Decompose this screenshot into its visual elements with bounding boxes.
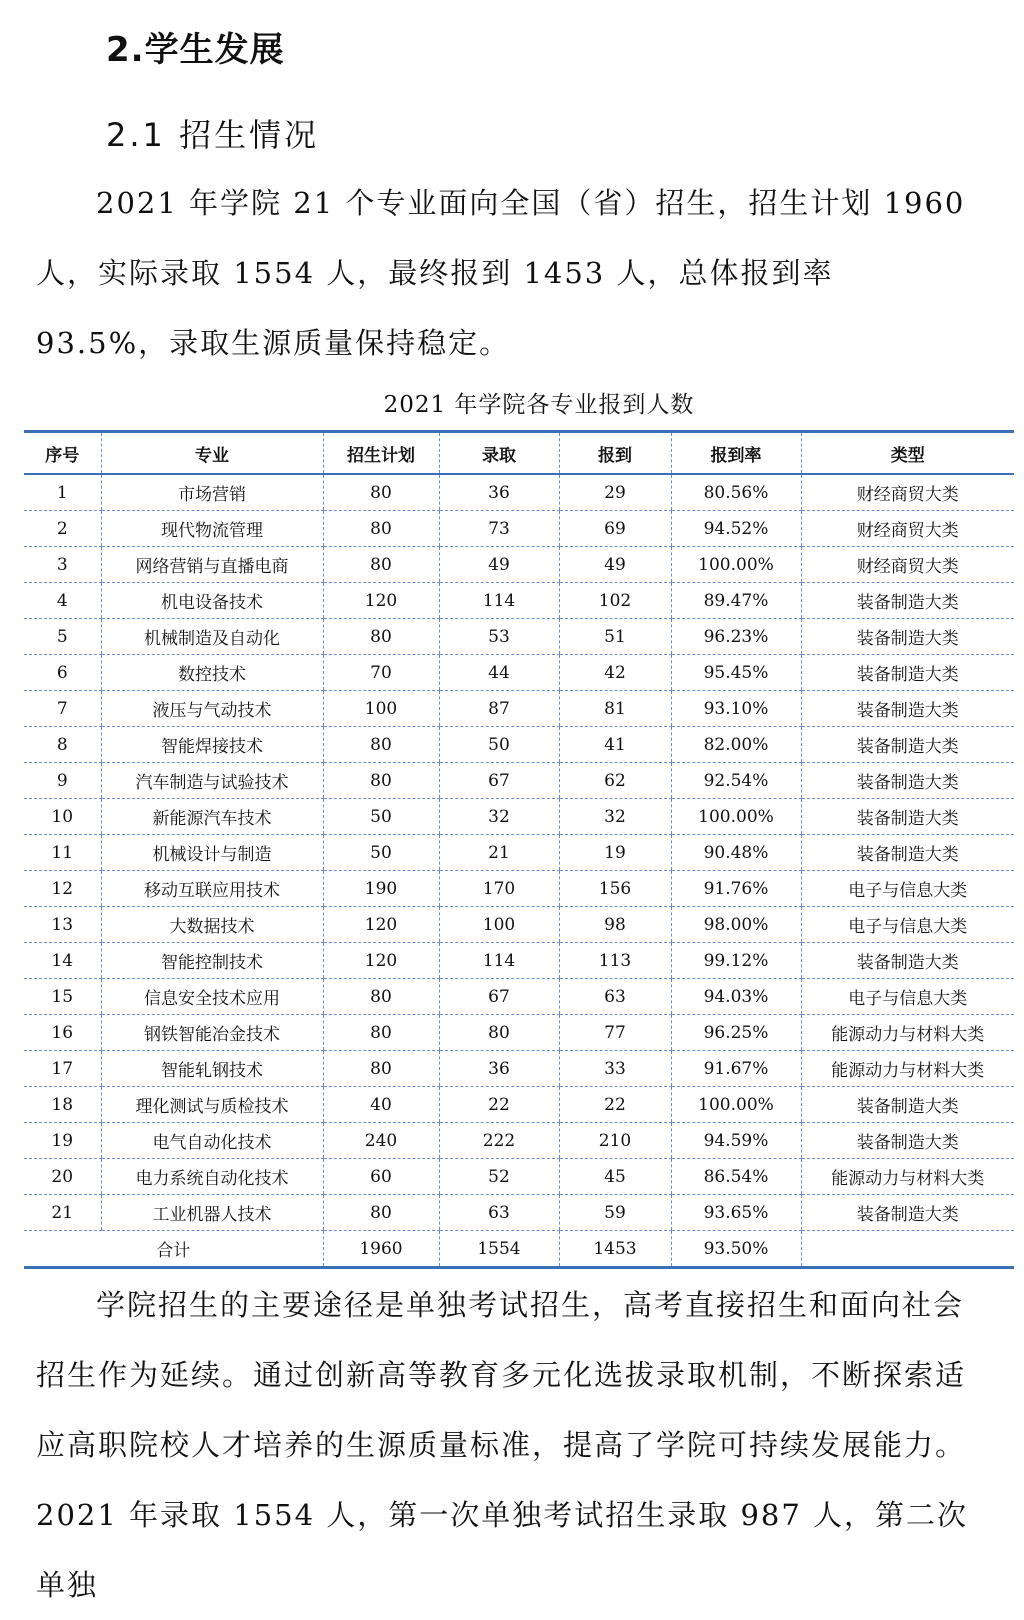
header-index: 序号 — [24, 432, 101, 475]
cell-rate: 100.00% — [671, 799, 801, 835]
cell-index: 12 — [24, 871, 101, 907]
cell-plan: 80 — [323, 763, 439, 799]
intro-paragraph: 2021 年学院 21 个专业面向全国（省）招生，招生计划 1960 人，实际录取 1554 人，最终报到 1453 人，总体报到率 93.5%，录取生源质量保持稳定。 — [36, 186, 966, 360]
cell-admitted: 114 — [439, 943, 559, 979]
cell-reported: 49 — [559, 547, 671, 583]
cell-reported: 62 — [559, 763, 671, 799]
cell-rate: 86.54% — [671, 1159, 801, 1195]
cell-reported: 113 — [559, 943, 671, 979]
cell-major: 机械制造及自动化 — [101, 619, 323, 655]
cell-type: 财经商贸大类 — [801, 474, 1014, 511]
admission-paragraph: 学院招生的主要途径是单独考试招生，高考直接招生和面向社会招生作为延续。通过创新高等教育多元化选拔录取机制，不断探索适应高职院校人才培养的生源质量标准，提高了学院可持续发展能力。2021 年录取 1554 人，第一次单独考试招生录取 987 人，第二次单独 — [36, 1288, 969, 1602]
header-rate: 报到率 — [671, 432, 801, 475]
cell-plan: 80 — [323, 1015, 439, 1051]
cell-index: 2 — [24, 511, 101, 547]
cell-reported: 51 — [559, 619, 671, 655]
cell-type: 装备制造大类 — [801, 763, 1014, 799]
cell-major: 数控技术 — [101, 655, 323, 691]
cell-index: 4 — [24, 583, 101, 619]
table-row — [24, 907, 1014, 943]
cell-rate: 100.00% — [671, 1087, 801, 1123]
cell-index: 16 — [24, 1015, 101, 1051]
cell-admitted: 67 — [439, 763, 559, 799]
cell-plan: 120 — [323, 583, 439, 619]
enrollment-table — [24, 430, 1014, 1269]
header-plan: 招生计划 — [323, 432, 439, 475]
cell-plan: 120 — [323, 907, 439, 943]
cell-type: 电子与信息大类 — [801, 907, 1014, 943]
cell-reported: 69 — [559, 511, 671, 547]
cell-admitted: 36 — [439, 474, 559, 511]
cell-rate: 92.54% — [671, 763, 801, 799]
table-row — [24, 583, 1014, 619]
cell-rate: 93.10% — [671, 691, 801, 727]
cell-type: 装备制造大类 — [801, 799, 1014, 835]
total-admitted: 1554 — [439, 1231, 559, 1268]
table-row — [24, 655, 1014, 691]
table-caption: 2021 年学院各专业报到人数 — [383, 392, 695, 418]
table-row — [24, 619, 1014, 655]
table-row — [24, 835, 1014, 871]
table-row — [24, 1015, 1014, 1051]
cell-rate: 91.67% — [671, 1051, 801, 1087]
cell-major: 智能控制技术 — [101, 943, 323, 979]
cell-index: 15 — [24, 979, 101, 1015]
cell-plan: 190 — [323, 871, 439, 907]
cell-plan: 240 — [323, 1123, 439, 1159]
table-row — [24, 547, 1014, 583]
cell-major: 汽车制造与试验技术 — [101, 763, 323, 799]
cell-plan: 40 — [323, 1087, 439, 1123]
cell-major: 机电设备技术 — [101, 583, 323, 619]
cell-admitted: 36 — [439, 1051, 559, 1087]
cell-index: 7 — [24, 691, 101, 727]
cell-type: 电子与信息大类 — [801, 979, 1014, 1015]
cell-plan: 60 — [323, 1159, 439, 1195]
cell-reported: 63 — [559, 979, 671, 1015]
cell-plan: 80 — [323, 511, 439, 547]
cell-admitted: 21 — [439, 835, 559, 871]
cell-reported: 81 — [559, 691, 671, 727]
cell-index: 9 — [24, 763, 101, 799]
cell-type: 能源动力与材料大类 — [801, 1051, 1014, 1087]
header-major: 专业 — [101, 432, 323, 475]
cell-type: 装备制造大类 — [801, 691, 1014, 727]
cell-type: 装备制造大类 — [801, 1195, 1014, 1231]
total-reported: 1453 — [559, 1231, 671, 1268]
cell-rate: 94.59% — [671, 1123, 801, 1159]
cell-admitted: 50 — [439, 727, 559, 763]
cell-admitted: 222 — [439, 1123, 559, 1159]
cell-type: 装备制造大类 — [801, 619, 1014, 655]
cell-plan: 80 — [323, 619, 439, 655]
cell-index: 1 — [24, 474, 101, 511]
cell-admitted: 49 — [439, 547, 559, 583]
cell-admitted: 67 — [439, 979, 559, 1015]
header-reported: 报到 — [559, 432, 671, 475]
cell-plan: 80 — [323, 1051, 439, 1087]
cell-reported: 19 — [559, 835, 671, 871]
cell-type: 装备制造大类 — [801, 655, 1014, 691]
cell-reported: 29 — [559, 474, 671, 511]
table-row — [24, 511, 1014, 547]
cell-plan: 80 — [323, 547, 439, 583]
cell-plan: 70 — [323, 655, 439, 691]
cell-type: 装备制造大类 — [801, 583, 1014, 619]
cell-type: 能源动力与材料大类 — [801, 1159, 1014, 1195]
cell-rate: 91.76% — [671, 871, 801, 907]
cell-rate: 96.23% — [671, 619, 801, 655]
cell-index: 10 — [24, 799, 101, 835]
cell-admitted: 32 — [439, 799, 559, 835]
table-row — [24, 979, 1014, 1015]
table-row — [24, 1123, 1014, 1159]
table-row — [24, 1195, 1014, 1231]
cell-index: 8 — [24, 727, 101, 763]
total-type — [801, 1231, 1014, 1268]
table-row — [24, 799, 1014, 835]
cell-rate: 90.48% — [671, 835, 801, 871]
cell-rate: 99.12% — [671, 943, 801, 979]
cell-major: 液压与气动技术 — [101, 691, 323, 727]
cell-major: 现代物流管理 — [101, 511, 323, 547]
cell-admitted: 87 — [439, 691, 559, 727]
cell-index: 19 — [24, 1123, 101, 1159]
table-body — [24, 474, 1014, 1231]
cell-major: 智能轧钢技术 — [101, 1051, 323, 1087]
cell-admitted: 114 — [439, 583, 559, 619]
table-row — [24, 763, 1014, 799]
cell-rate: 96.25% — [671, 1015, 801, 1051]
table-header-row — [24, 432, 1014, 475]
cell-major: 电气自动化技术 — [101, 1123, 323, 1159]
cell-major: 大数据技术 — [101, 907, 323, 943]
cell-type: 财经商贸大类 — [801, 547, 1014, 583]
cell-plan: 80 — [323, 727, 439, 763]
cell-major: 市场营销 — [101, 474, 323, 511]
cell-rate: 94.52% — [671, 511, 801, 547]
cell-type: 能源动力与材料大类 — [801, 1015, 1014, 1051]
cell-major: 信息安全技术应用 — [101, 979, 323, 1015]
cell-admitted: 44 — [439, 655, 559, 691]
table-row — [24, 943, 1014, 979]
cell-index: 6 — [24, 655, 101, 691]
table-row — [24, 691, 1014, 727]
table-row — [24, 1087, 1014, 1123]
cell-type: 装备制造大类 — [801, 1087, 1014, 1123]
cell-major: 智能焊接技术 — [101, 727, 323, 763]
cell-plan: 80 — [323, 474, 439, 511]
table-row — [24, 474, 1014, 511]
cell-plan: 80 — [323, 1195, 439, 1231]
cell-rate: 89.47% — [671, 583, 801, 619]
total-label: 合计 — [24, 1231, 323, 1268]
cell-major: 电力系统自动化技术 — [101, 1159, 323, 1195]
total-row — [24, 1231, 1014, 1268]
cell-type: 装备制造大类 — [801, 943, 1014, 979]
table-row — [24, 727, 1014, 763]
total-rate: 93.50% — [671, 1231, 801, 1268]
cell-reported: 45 — [559, 1159, 671, 1195]
cell-reported: 98 — [559, 907, 671, 943]
cell-reported: 77 — [559, 1015, 671, 1051]
table-row — [24, 1159, 1014, 1195]
cell-type: 装备制造大类 — [801, 835, 1014, 871]
cell-rate: 98.00% — [671, 907, 801, 943]
cell-reported: 41 — [559, 727, 671, 763]
cell-major: 机械设计与制造 — [101, 835, 323, 871]
cell-admitted: 53 — [439, 619, 559, 655]
cell-admitted: 52 — [439, 1159, 559, 1195]
section-heading: 2.学生发展 — [106, 30, 285, 70]
header-admitted: 录取 — [439, 432, 559, 475]
cell-reported: 32 — [559, 799, 671, 835]
cell-plan: 50 — [323, 799, 439, 835]
cell-rate: 100.00% — [671, 547, 801, 583]
cell-rate: 94.03% — [671, 979, 801, 1015]
header-type: 类型 — [801, 432, 1014, 475]
cell-reported: 59 — [559, 1195, 671, 1231]
cell-major: 新能源汽车技术 — [101, 799, 323, 835]
cell-type: 电子与信息大类 — [801, 871, 1014, 907]
cell-admitted: 100 — [439, 907, 559, 943]
cell-reported: 102 — [559, 583, 671, 619]
cell-admitted: 63 — [439, 1195, 559, 1231]
cell-major: 理化测试与质检技术 — [101, 1087, 323, 1123]
table-row — [24, 1051, 1014, 1087]
cell-index: 20 — [24, 1159, 101, 1195]
cell-rate: 82.00% — [671, 727, 801, 763]
cell-index: 5 — [24, 619, 101, 655]
cell-plan: 120 — [323, 943, 439, 979]
cell-type: 财经商贸大类 — [801, 511, 1014, 547]
cell-plan: 50 — [323, 835, 439, 871]
cell-major: 工业机器人技术 — [101, 1195, 323, 1231]
cell-admitted: 170 — [439, 871, 559, 907]
cell-reported: 33 — [559, 1051, 671, 1087]
cell-major: 钢铁智能冶金技术 — [101, 1015, 323, 1051]
cell-rate: 93.65% — [671, 1195, 801, 1231]
cell-admitted: 80 — [439, 1015, 559, 1051]
cell-plan: 80 — [323, 979, 439, 1015]
cell-type: 装备制造大类 — [801, 1123, 1014, 1159]
cell-rate: 80.56% — [671, 474, 801, 511]
subsection-heading: 2.1 招生情况 — [106, 116, 320, 154]
cell-reported: 210 — [559, 1123, 671, 1159]
cell-index: 21 — [24, 1195, 101, 1231]
cell-admitted: 22 — [439, 1087, 559, 1123]
cell-index: 3 — [24, 547, 101, 583]
cell-admitted: 73 — [439, 511, 559, 547]
cell-index: 11 — [24, 835, 101, 871]
cell-reported: 42 — [559, 655, 671, 691]
cell-major: 网络营销与直播电商 — [101, 547, 323, 583]
cell-index: 14 — [24, 943, 101, 979]
total-plan: 1960 — [323, 1231, 439, 1268]
cell-reported: 156 — [559, 871, 671, 907]
table-row — [24, 871, 1014, 907]
cell-type: 装备制造大类 — [801, 727, 1014, 763]
cell-index: 17 — [24, 1051, 101, 1087]
cell-index: 18 — [24, 1087, 101, 1123]
cell-index: 13 — [24, 907, 101, 943]
cell-reported: 22 — [559, 1087, 671, 1123]
cell-major: 移动互联应用技术 — [101, 871, 323, 907]
cell-plan: 100 — [323, 691, 439, 727]
cell-rate: 95.45% — [671, 655, 801, 691]
